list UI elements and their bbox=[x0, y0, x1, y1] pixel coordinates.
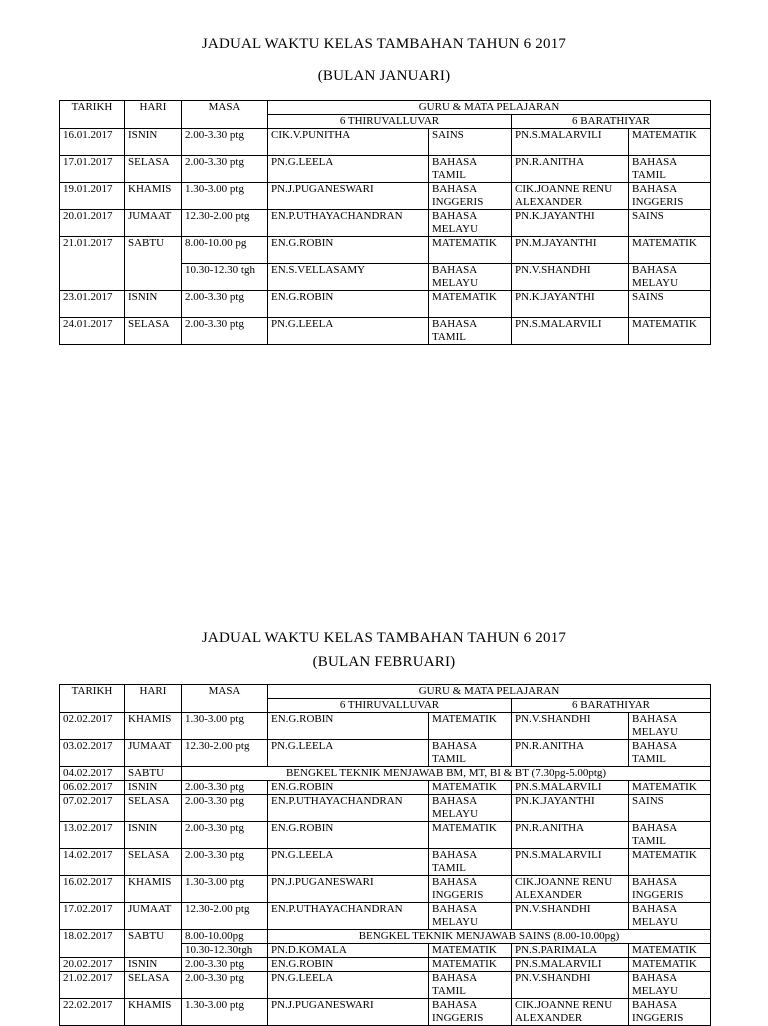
table-row bbox=[60, 781, 711, 795]
cell-date: 13.02.2017 bbox=[60, 822, 125, 849]
cell-subject-2: BAHASA MELAYU bbox=[629, 903, 711, 930]
cell-day: ISNIN bbox=[125, 291, 182, 318]
cell-subject-1: BAHASA MELAYU bbox=[429, 264, 512, 291]
header-class-barathiyar: 6 BARATHIYAR bbox=[512, 115, 711, 129]
cell-teacher-1: EN.G.ROBIN bbox=[268, 958, 429, 972]
cell-teacher-1: EN.G.ROBIN bbox=[268, 713, 429, 740]
cell-date: 02.02.2017 bbox=[60, 713, 125, 740]
cell-teacher-2: PN.V.SHANDHI bbox=[512, 713, 629, 740]
header-masa: MASA bbox=[182, 685, 268, 713]
table-row bbox=[60, 930, 711, 944]
cell-teacher-2: PN.S.MALARVILI bbox=[512, 849, 629, 876]
cell-day: KHAMIS bbox=[125, 999, 182, 1026]
january-title: JADUAL WAKTU KELAS TAMBAHAN TAHUN 6 2017 bbox=[201, 36, 567, 52]
cell-subject-2: BAHASA INGGERIS bbox=[629, 876, 711, 903]
cell-subject-2: BAHASA TAMIL bbox=[629, 822, 711, 849]
table-row bbox=[60, 713, 711, 740]
cell-time: 2.00-3.30 ptg bbox=[182, 972, 268, 999]
cell-subject-2: MATEMATIK bbox=[629, 237, 711, 264]
header-class-thiruvalluvar: 6 THIRUVALLUVAR bbox=[268, 699, 512, 713]
table-row bbox=[60, 903, 711, 930]
cell-day: ISNIN bbox=[125, 781, 182, 795]
table-row bbox=[60, 876, 711, 903]
cell-time: 2.00-3.30 ptg bbox=[182, 822, 268, 849]
cell-subject-2: MATEMATIK bbox=[629, 944, 711, 958]
cell-teacher-2: PN.R.ANITHA bbox=[512, 156, 629, 183]
cell-teacher-2: PN.K.JAYANTHI bbox=[512, 210, 629, 237]
table-row bbox=[60, 291, 711, 318]
cell-teacher-2: CIK.JOANNE RENU ALEXANDER bbox=[512, 183, 629, 210]
cell-teacher-2: PN.S.MALARVILI bbox=[512, 781, 629, 795]
cell-time: 1.30-3.00 ptg bbox=[182, 999, 268, 1026]
cell-date: 07.02.2017 bbox=[60, 795, 125, 822]
table-row bbox=[60, 237, 711, 264]
cell-subject-2: SAINS bbox=[629, 795, 711, 822]
cell-subject-2: MATEMATIK bbox=[629, 129, 711, 156]
cell-subject-2: BAHASA TAMIL bbox=[629, 740, 711, 767]
cell-subject-1: BAHASA MELAYU bbox=[429, 210, 512, 237]
cell-date: 04.02.2017 bbox=[60, 767, 125, 781]
cell-time: 1.30-3.00 ptg bbox=[182, 876, 268, 903]
cell-day: JUMAAT bbox=[125, 210, 182, 237]
cell-subject-1: BAHASA TAMIL bbox=[429, 318, 512, 345]
table-row bbox=[60, 822, 711, 849]
cell-time: 8.00-10.00pg bbox=[182, 930, 268, 944]
cell-time: 2.00-3.30 ptg bbox=[182, 156, 268, 183]
table-row bbox=[60, 972, 711, 999]
header-guru: GURU & MATA PELAJARAN bbox=[268, 685, 711, 699]
cell-day: ISNIN bbox=[125, 958, 182, 972]
cell-day: SELASA bbox=[125, 156, 182, 183]
cell-subject-2: BAHASA MELAYU bbox=[629, 713, 711, 740]
cell-day: ISNIN bbox=[125, 129, 182, 156]
header-class-barathiyar: 6 BARATHIYAR bbox=[512, 699, 711, 713]
table-row bbox=[60, 767, 711, 781]
table-row bbox=[60, 795, 711, 822]
cell-workshop-note: BENGKEL TEKNIK MENJAWAB SAINS (8.00-10.00pg) bbox=[268, 930, 711, 944]
cell-day: ISNIN bbox=[125, 822, 182, 849]
cell-subject-1: MATEMATIK bbox=[429, 291, 512, 318]
cell-time: 2.00-3.30 ptg bbox=[182, 849, 268, 876]
header-guru: GURU & MATA PELAJARAN bbox=[268, 101, 711, 115]
cell-teacher-2: CIK.JOANNE RENU ALEXANDER bbox=[512, 876, 629, 903]
cell-teacher-1: PN.G.LEELA bbox=[268, 740, 429, 767]
cell-date: 20.02.2017 bbox=[60, 958, 125, 972]
cell-subject-1: MATEMATIK bbox=[429, 944, 512, 958]
cell-teacher-1: PN.J.PUGANESWARI bbox=[268, 183, 429, 210]
cell-subject-2: SAINS bbox=[629, 291, 711, 318]
cell-date: 23.01.2017 bbox=[60, 291, 125, 318]
table-row bbox=[60, 318, 711, 345]
cell-time: 2.00-3.30 ptg bbox=[182, 318, 268, 345]
cell-teacher-1: PN.J.PUGANESWARI bbox=[268, 876, 429, 903]
cell-subject-2: MATEMATIK bbox=[629, 958, 711, 972]
cell-teacher-1: EN.G.ROBIN bbox=[268, 237, 429, 264]
cell-subject-1: BAHASA INGGERIS bbox=[429, 999, 512, 1026]
cell-teacher-1: PN.J.PUGANESWARI bbox=[268, 999, 429, 1026]
header-tarikh: TARIKH bbox=[60, 101, 125, 129]
cell-date: 16.02.2017 bbox=[60, 876, 125, 903]
cell-teacher-1: EN.P.UTHAYACHANDRAN bbox=[268, 903, 429, 930]
cell-day: SELASA bbox=[125, 849, 182, 876]
table-row bbox=[60, 210, 711, 237]
cell-subject-1: BAHASA INGGERIS bbox=[429, 183, 512, 210]
cell-teacher-1: EN.G.ROBIN bbox=[268, 291, 429, 318]
cell-day: SABTU bbox=[125, 930, 182, 958]
cell-teacher-2: PN.S.MALARVILI bbox=[512, 318, 629, 345]
table-row bbox=[60, 156, 711, 183]
table-row bbox=[60, 129, 711, 156]
cell-teacher-2: CIK.JOANNE RENU ALEXANDER bbox=[512, 999, 629, 1026]
cell-date: 18.02.2017 bbox=[60, 930, 125, 958]
cell-time: 10.30-12.30tgh bbox=[182, 944, 268, 958]
cell-date: 20.01.2017 bbox=[60, 210, 125, 237]
cell-date: 03.02.2017 bbox=[60, 740, 125, 767]
header-masa: MASA bbox=[182, 101, 268, 129]
cell-subject-2: BAHASA MELAYU bbox=[629, 264, 711, 291]
cell-day: JUMAAT bbox=[125, 740, 182, 767]
cell-subject-1: BAHASA TAMIL bbox=[429, 740, 512, 767]
cell-teacher-1: EN.P.UTHAYACHANDRAN bbox=[268, 210, 429, 237]
cell-subject-2: MATEMATIK bbox=[629, 781, 711, 795]
cell-day: SELASA bbox=[125, 318, 182, 345]
cell-subject-2: MATEMATIK bbox=[629, 849, 711, 876]
cell-subject-1: MATEMATIK bbox=[429, 781, 512, 795]
cell-date: 06.02.2017 bbox=[60, 781, 125, 795]
header-hari: HARI bbox=[125, 685, 182, 713]
cell-day: SELASA bbox=[125, 972, 182, 999]
cell-time: 1.30-3.00 ptg bbox=[182, 713, 268, 740]
cell-teacher-2: PN.S.MALARVILI bbox=[512, 958, 629, 972]
cell-teacher-2: PN.K.JAYANTHI bbox=[512, 291, 629, 318]
cell-subject-1: BAHASA INGGERIS bbox=[429, 876, 512, 903]
cell-time: 2.00-3.30 ptg bbox=[182, 958, 268, 972]
cell-time: 12.30-2.00 ptg bbox=[182, 903, 268, 930]
february-subtitle: (BULAN FEBRUARI) bbox=[312, 654, 456, 670]
cell-subject-2: BAHASA TAMIL bbox=[629, 156, 711, 183]
header-class-thiruvalluvar: 6 THIRUVALLUVAR bbox=[268, 115, 512, 129]
cell-date: 17.02.2017 bbox=[60, 903, 125, 930]
cell-teacher-1: PN.G.LEELA bbox=[268, 156, 429, 183]
cell-date: 17.01.2017 bbox=[60, 156, 125, 183]
cell-subject-1: MATEMATIK bbox=[429, 822, 512, 849]
cell-day: KHAMIS bbox=[125, 713, 182, 740]
cell-subject-2: SAINS bbox=[629, 210, 711, 237]
cell-teacher-1: PN.G.LEELA bbox=[268, 849, 429, 876]
table-header-row bbox=[60, 685, 711, 699]
header-hari: HARI bbox=[125, 101, 182, 129]
cell-teacher-2: PN.R.ANITHA bbox=[512, 740, 629, 767]
cell-time: 1.30-3.00 ptg bbox=[182, 183, 268, 210]
cell-subject-1: BAHASA TAMIL bbox=[429, 156, 512, 183]
cell-teacher-2: PN.S.PARIMALA bbox=[512, 944, 629, 958]
january-subtitle: (BULAN JANUARI) bbox=[317, 68, 451, 84]
cell-subject-1: MATEMATIK bbox=[429, 237, 512, 264]
cell-subject-1: MATEMATIK bbox=[429, 713, 512, 740]
cell-subject-2: MATEMATIK bbox=[629, 318, 711, 345]
january-schedule-table bbox=[59, 100, 711, 345]
cell-day: SELASA bbox=[125, 795, 182, 822]
cell-day: JUMAAT bbox=[125, 903, 182, 930]
cell-subject-2: BAHASA MELAYU bbox=[629, 972, 711, 999]
cell-teacher-1: PN.D.KOMALA bbox=[268, 944, 429, 958]
table-row bbox=[60, 999, 711, 1026]
cell-teacher-2: PN.V.SHANDHI bbox=[512, 264, 629, 291]
cell-subject-2: BAHASA INGGERIS bbox=[629, 183, 711, 210]
cell-teacher-2: PN.V.SHANDHI bbox=[512, 903, 629, 930]
cell-subject-1: BAHASA TAMIL bbox=[429, 972, 512, 999]
cell-date: 16.01.2017 bbox=[60, 129, 125, 156]
cell-date: 21.02.2017 bbox=[60, 972, 125, 999]
february-title: JADUAL WAKTU KELAS TAMBAHAN TAHUN 6 2017 bbox=[201, 630, 567, 646]
table-row bbox=[60, 183, 711, 210]
cell-subject-2: BAHASA INGGERIS bbox=[629, 999, 711, 1026]
cell-time: 2.00-3.30 ptg bbox=[182, 781, 268, 795]
header-tarikh: TARIKH bbox=[60, 685, 125, 713]
cell-time: 2.00-3.30 ptg bbox=[182, 291, 268, 318]
cell-teacher-1: PN.G.LEELA bbox=[268, 318, 429, 345]
cell-teacher-2: PN.S.MALARVILI bbox=[512, 129, 629, 156]
cell-time: 2.00-3.30 ptg bbox=[182, 129, 268, 156]
cell-subject-1: BAHASA MELAYU bbox=[429, 795, 512, 822]
table-row bbox=[60, 849, 711, 876]
cell-date: 24.01.2017 bbox=[60, 318, 125, 345]
cell-day: KHAMIS bbox=[125, 183, 182, 210]
cell-time: 10.30-12.30 tgh bbox=[182, 264, 268, 291]
cell-teacher-1: CIK.V.PUNITHA bbox=[268, 129, 429, 156]
cell-time: 2.00-3.30 ptg bbox=[182, 795, 268, 822]
cell-teacher-1: PN.G.LEELA bbox=[268, 972, 429, 999]
cell-date: 14.02.2017 bbox=[60, 849, 125, 876]
cell-date: 22.02.2017 bbox=[60, 999, 125, 1026]
cell-teacher-2: PN.V.SHANDHI bbox=[512, 972, 629, 999]
table-header-row bbox=[60, 101, 711, 115]
cell-subject-1: BAHASA TAMIL bbox=[429, 849, 512, 876]
cell-teacher-2: PN.K.JAYANTHI bbox=[512, 795, 629, 822]
cell-teacher-1: EN.G.ROBIN bbox=[268, 781, 429, 795]
cell-workshop-note: BENGKEL TEKNIK MENJAWAB BM, MT, BI & BT (7.30pg-5.00ptg) bbox=[182, 767, 711, 781]
cell-time: 8.00-10.00 pg bbox=[182, 237, 268, 264]
table-row bbox=[60, 740, 711, 767]
cell-subject-1: BAHASA MELAYU bbox=[429, 903, 512, 930]
february-schedule-table bbox=[59, 684, 711, 1026]
table-row bbox=[60, 958, 711, 972]
cell-day: SABTU bbox=[125, 237, 182, 291]
cell-subject-1: SAINS bbox=[429, 129, 512, 156]
cell-teacher-1: EN.P.UTHAYACHANDRAN bbox=[268, 795, 429, 822]
cell-teacher-1: EN.G.ROBIN bbox=[268, 822, 429, 849]
cell-date: 21.01.2017 bbox=[60, 237, 125, 291]
cell-time: 12.30-2.00 ptg bbox=[182, 740, 268, 767]
cell-teacher-2: PN.M.JAYANTHI bbox=[512, 237, 629, 264]
cell-date: 19.01.2017 bbox=[60, 183, 125, 210]
cell-time: 12.30-2.00 ptg bbox=[182, 210, 268, 237]
cell-teacher-2: PN.R.ANITHA bbox=[512, 822, 629, 849]
cell-subject-1: MATEMATIK bbox=[429, 958, 512, 972]
cell-day: SABTU bbox=[125, 767, 182, 781]
cell-teacher-1: EN.S.VELLASAMY bbox=[268, 264, 429, 291]
cell-day: KHAMIS bbox=[125, 876, 182, 903]
